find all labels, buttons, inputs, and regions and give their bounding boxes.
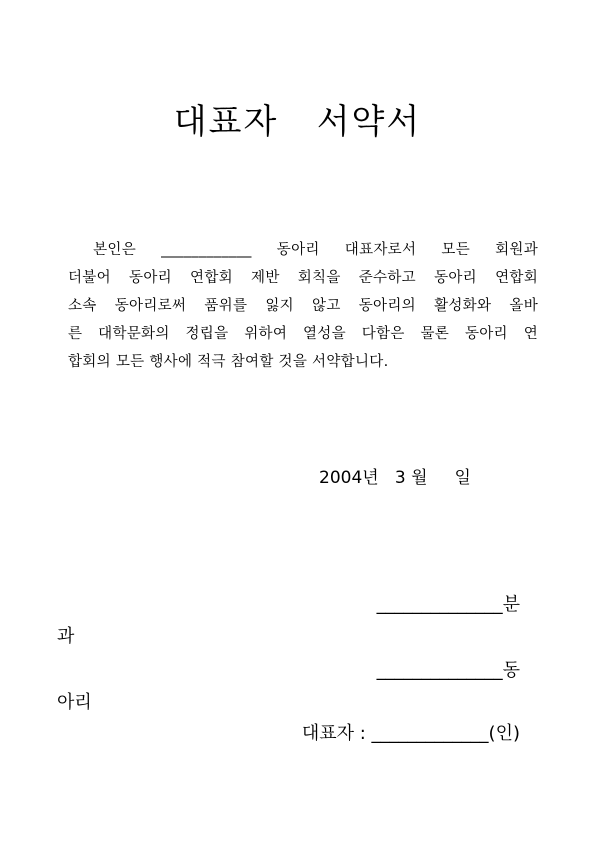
club-signature-blank: ______________동 (376, 660, 520, 681)
document-title: 대표자 서약서 (173, 102, 422, 142)
club-signature-wrap: 아리 (57, 692, 92, 713)
pledge-body-line: 본인은 ____________ 동아리 대표자로서 모든 회원과 (68, 242, 538, 258)
department-signature-wrap: 과 (57, 626, 75, 647)
pledge-body-line: 소속 동아리로써 품위를 잃지 않고 동아리의 활성화와 올바 (68, 298, 538, 314)
representative-signature-line: 대표자 : _____________(인) (301, 723, 520, 744)
date-line: 2004년 3 월 일 (319, 468, 471, 488)
pledge-body-line: 합회의 모든 행사에 적극 참여할 것을 서약합니다. (68, 354, 389, 370)
pledge-body-line: 른 대학문화의 정립을 위하여 열성을 다함은 물론 동아리 연 (68, 326, 538, 342)
department-signature-blank: ______________분 (376, 594, 520, 615)
pledge-body-line: 더불어 동아리 연합회 제반 회칙을 준수하고 동아리 연합회 (68, 270, 538, 286)
pledge-body (68, 236, 538, 376)
